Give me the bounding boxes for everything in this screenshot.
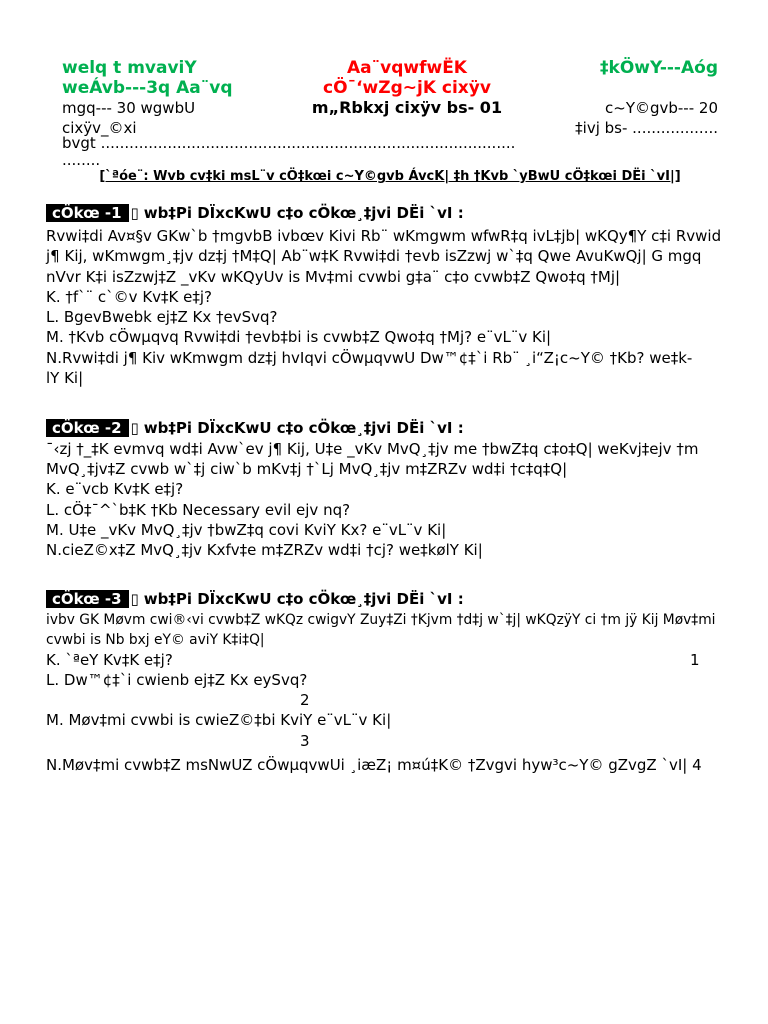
question-2-stem-line: MvQ¸‡jv‡Z cvwb w`‡j ciw`b mKv‡j †`Lj MvQ¸‡jv m‡ZRZv wd‡i †c‡q‡Q| bbox=[46, 460, 568, 479]
question-3-item-n: N.Møv‡mi cvwb‡Z msNwUZ cÖwµqvwUi ¸iæZ¡ m¤ú‡K© †Zvgvi hyw³c~Y© gZvgZ `vI| bbox=[46, 756, 688, 774]
question-1-item-n: N.Rvwi‡di j¶ Kiv wKmwgm dz‡j hvIqvi cÖwµqvwU Dw™¢‡`i Rb¨ ¸i“Z¡c~Y© †Kb? we‡k- bbox=[46, 348, 693, 367]
question-1-item-m: M. †Kvb cÖwµqvq Rvwi‡di †evb‡bi is cvwb‡Z Qwo‡q †Mj? e¨vL¨v Ki| bbox=[46, 328, 552, 347]
question-3-label: cÖkœ -3 bbox=[46, 590, 129, 608]
exam-title-line1: Aa¨vqwfwËK bbox=[347, 58, 467, 78]
question-1-item-n-continuation: lY Ki| bbox=[46, 369, 84, 388]
instruction-note: [`ªóe¨: Wvb cv‡ki msL¨v cÖ‡kœi c~Y©gvb ÁvcK| ‡h †Kvb `yBwU cÖ‡kœi DËi `vI|] bbox=[99, 169, 681, 184]
class-label: ‡kÖwY---Aóg bbox=[600, 58, 718, 78]
question-1-header bbox=[46, 204, 464, 222]
question-3-item-k-marks: 1 bbox=[690, 651, 700, 669]
question-2-prompt: wb‡Pi DÏxcKwU c‡o cÖkœ¸‡jvi DËi `vI : bbox=[143, 419, 464, 437]
question-3-item-k-row bbox=[46, 650, 746, 670]
question-1-stem-line: nVvr K‡i isZzwj‡Z _vKv wKQyUv is Mv‡mi cvwbi g‡a¨ c‡o cvwb‡Z Qwo‡q †Mj| bbox=[46, 267, 621, 286]
chapter-label: weÁvb---3q Aa¨vq bbox=[62, 78, 233, 98]
question-2-item-m: M. U‡e _vKv MvQ¸‡jv †bwZ‡q covi KviY Kx? e¨vL¨v Ki| bbox=[46, 520, 447, 539]
name-field-continuation: ........ bbox=[62, 151, 101, 169]
question-2-body bbox=[46, 439, 746, 560]
question-2-stem-line: ¯‹zj †_‡K evmvq wd‡i Avw`ev j¶ Kij, U‡e _vKv MvQ¸‡jv me †bwZ‡q c‡o‡Q| weKvj‡ejv †m bbox=[46, 440, 699, 458]
question-2-item-n: N.cieZ©x‡Z MvQ¸‡jv Kxfv‡e m‡ZRZv wd‡i †cj? we‡kølY Ki| bbox=[46, 541, 483, 560]
time-label: mgq--- 30 wgwbU bbox=[62, 99, 196, 117]
question-2-item-l: L. cÖ‡¯^`b‡K †Kb Necessary evil ejv nq? bbox=[46, 500, 351, 519]
question-3-stem-line: cvwbi is Nb bxj eY© aviY K‡i‡Q| bbox=[46, 632, 265, 648]
question-1-marker-icon: ▯ bbox=[130, 204, 139, 222]
exam-name: m„Rbkxj cixÿv bs- 01 bbox=[311, 98, 503, 117]
question-3-marker-icon: ▯ bbox=[130, 590, 139, 608]
question-1-item-l: L. BgevBwebk ej‡Z Kx †evSvq? bbox=[46, 308, 278, 327]
question-2-marker-icon: ▯ bbox=[130, 419, 139, 437]
question-2-header bbox=[46, 419, 464, 437]
question-3-item-n-row bbox=[46, 755, 746, 775]
question-1-stem-line: j¶ Kij, wKmwgm¸‡jv dz‡j †M‡Q| Ab¨w‡K Rvwi‡di †evb isZzwj w`‡q Qwe AvuKwQj| G mgq bbox=[46, 247, 702, 266]
examinee-label: cixÿv_©xi bbox=[62, 119, 137, 137]
question-3-item-k: K. `ªeY Kv‡K e‡j? bbox=[46, 651, 173, 669]
question-2-label: cÖkœ -2 bbox=[46, 419, 129, 437]
question-3-item-l-marks: 2 bbox=[300, 691, 310, 709]
question-3-stem-line: ivbv GK Møvm cwi®‹vi cvwb‡Z wKQz cwigvY Zuy‡Zi †Kjvm †d‡j w`‡j| wKQzÿY ci †m jÿ Kij Møv‡mi bbox=[46, 612, 716, 628]
question-1-label: cÖkœ -1 bbox=[46, 204, 129, 222]
name-field: bvgt ....................................................................................... bbox=[62, 134, 516, 152]
question-3-item-n-marks: 4 bbox=[692, 756, 702, 774]
roll-field: ‡ivj bs- .................. bbox=[575, 119, 718, 137]
question-1-body bbox=[46, 226, 746, 388]
question-1-prompt: wb‡Pi DÏxcKwU c‡o cÖkœ¸‡jvi DËi `vI : bbox=[143, 204, 464, 222]
subject-label: welq t mvaviY bbox=[62, 58, 197, 78]
exam-title-line2: cÖ¯‘wZg~jK cixÿv bbox=[323, 78, 491, 98]
question-1-item-k: K. †f`¨ c`©v Kv‡K e‡j? bbox=[46, 287, 212, 306]
question-1-stem-line: Rvwi‡di Av¤§v GKw`b †mgvbB ivbœv Kivi Rb¨ wKmgwm wfwR‡q ivL‡jb| wKQy¶Y c‡i Rvwid bbox=[46, 227, 722, 245]
question-3-prompt: wb‡Pi DÏxcKwU c‡o cÖkœ¸‡jvi DËi `vI : bbox=[143, 590, 464, 608]
question-3-item-m-marks: 3 bbox=[300, 732, 310, 750]
question-3-header bbox=[46, 590, 464, 608]
full-marks-label: c~Y©gvb--- 20 bbox=[605, 99, 718, 117]
question-3-item-m: M. Møv‡mi cvwbi is cwieZ©‡bi KviY e¨vL¨v Ki| bbox=[46, 711, 392, 729]
question-3-item-l: L. Dw™¢‡`i cwienb ej‡Z Kx eySvq? bbox=[46, 671, 308, 689]
question-2-item-k: K. e¨vcb Kv‡K e‡j? bbox=[46, 480, 184, 499]
